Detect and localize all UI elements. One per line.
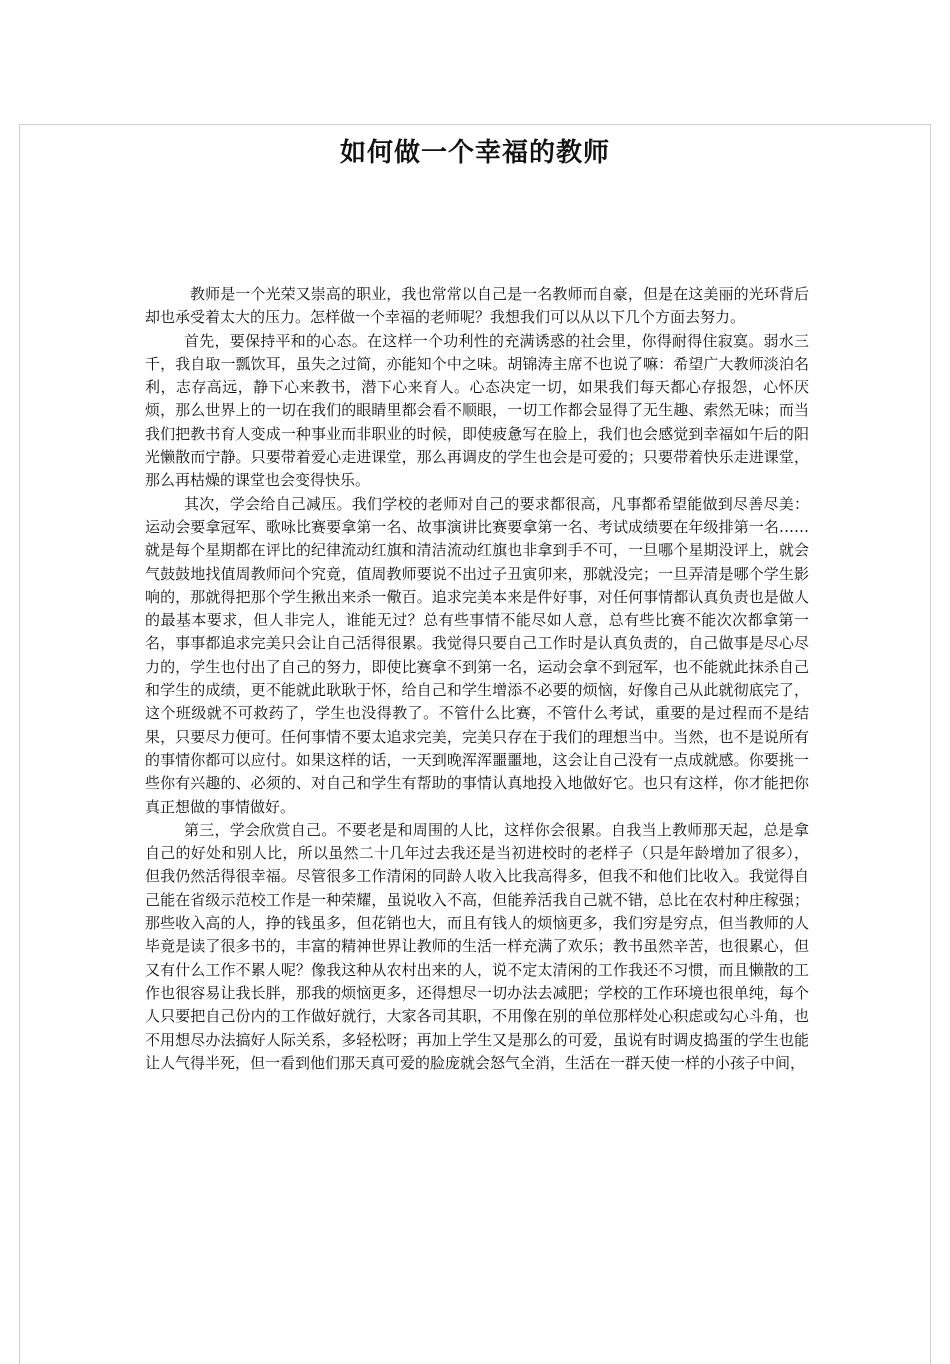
paragraph-first-point: 首先，要保持平和的心态。在这样一个功利性的充满诱惑的社会里，你得耐得住寂寞。弱水三千，我自取一瓢饮耳，虽失之过简，亦能知个中之味。胡锦涛主席不也说了嘛：希望广大教师淡泊名利，志存高远，静下心来教书，潜下心来育人。心态决定一切，如果我们每天都心存报怨，心怀厌烦，那么世界上的一切在我们的眼睛里都会看不顺眼，一切工作都会显得了无生趣、索然无味；而当我们把教书育人变成一种事业而非职业的时候，即使疲惫写在脸上，我们也会感觉到幸福如午后的阳光懒散而宁静。只要带着爱心走进课堂，那么再调皮的学生也会是可爱的；只要带着快乐走进课堂，那么再枯燥的课堂也会变得快乐。 [145, 331, 809, 490]
paragraph-second-point: 其次，学会给自己减压。我们学校的老师对自己的要求都很高，凡事都希望能做到尽善尽美：运动会要拿冠军、歌咏比赛要拿第一名、故事演讲比赛要拿第一名、考试成绩要在年级排第一名……就是每个星期都在评比的纪律流动红旗和清洁流动红旗也非拿到手不可，一旦哪个星期没评上，就会气鼓鼓地找值周教师问个究竟，值周教师要说不出过子丑寅卯来，那就没完；一旦弄清是哪个学生影响的，那就得把那个学生揪出来杀一儆百。追求完美本来是件好事，对任何事情都认真负责也是做人的最基本要求，但人非完人，谁能无过？总有些事情不能尽如人意，总有些比赛不能次次都拿第一名，事事都追求完美只会让自己活得很累。我觉得只要自己工作时是认真负责的，自己做事是尽心尽力的，学生也付出了自己的努力，即使比赛拿不到第一名，运动会拿不到冠军，也不能就此抹杀自己和学生的成绩，更不能就此耿耿于怀，给自己和学生增添不必要的烦恼，好像自己从此就彻底完了，这个班级就不可救药了，学生也没得教了。不管什么比赛，不管什么考试，重要的是过程而不是结果，只要尽力便可。任何事情不要太追求完美，完美只存在于我们的理想当中。当然，也不是说所有的事情你都可以应付。如果这样的话，一天到晚浑浑噩噩地，这会让自己没有一点成就感。你要挑一些你有兴趣的、必须的、对自己和学生有帮助的事情认真地投入地做好它。也只有这样，你才能把你真正想做的事情做好。 [145, 494, 809, 816]
document-body [145, 283, 809, 1075]
document-title: 如何做一个幸福的教师 [339, 138, 610, 168]
paragraph-intro: 教师是一个光荣又崇高的职业，我也常常以自己是一名教师而自豪，但是在这美丽的光环背后却也承受着太大的压力。怎样做一个幸福的老师呢？我想我们可以从以下几个方面去努力。 [145, 285, 809, 327]
paragraph-third-point: 第三，学会欣赏自己。不要老是和周围的人比，这样你会很累。自我当上教师那天起，总是拿自己的好处和别人比，所以虽然二十几年过去我还是当初进校时的老样子（只是年龄增加了很多），但我仍然活得很幸福。尽管很多工作清闲的同龄人收入比我高得多，但我不和他们比收入。我觉得自己能在省级示范校工作是一种荣耀，虽说收入不高，但能养活我自己就不错，总比在农村种庄稼强；那些收入高的人，挣的钱虽多，但花销也大，而且有钱人的烦恼更多，我们穷是穷点，但当教师的人毕竟是读了很多书的，丰富的精神世界让教师的生活一样充满了欢乐；教书虽然辛苦，也很累心，但又有什么工作不累人呢？像我这种从农村出来的人，说不定太清闲的工作我还不习惯，而且懒散的工作也很容易让我长胖，那我的烦恼更多，还得想尽一切办法去减肥；学校的工作环境也很单纯，每个人只要把自己份内的工作做好就行，大家各司其职，不用像在别的单位那样处心积虑或勾心斗角，也不用想尽办法搞好人际关系，多轻松呀；再加上学生又是那么的可爱，虽说有时调皮捣蛋的学生也能让人气得半死，但一看到他们那天真可爱的脸庞就会怒气全消，生活在一群天使一样的小孩子中间， [145, 820, 809, 1072]
